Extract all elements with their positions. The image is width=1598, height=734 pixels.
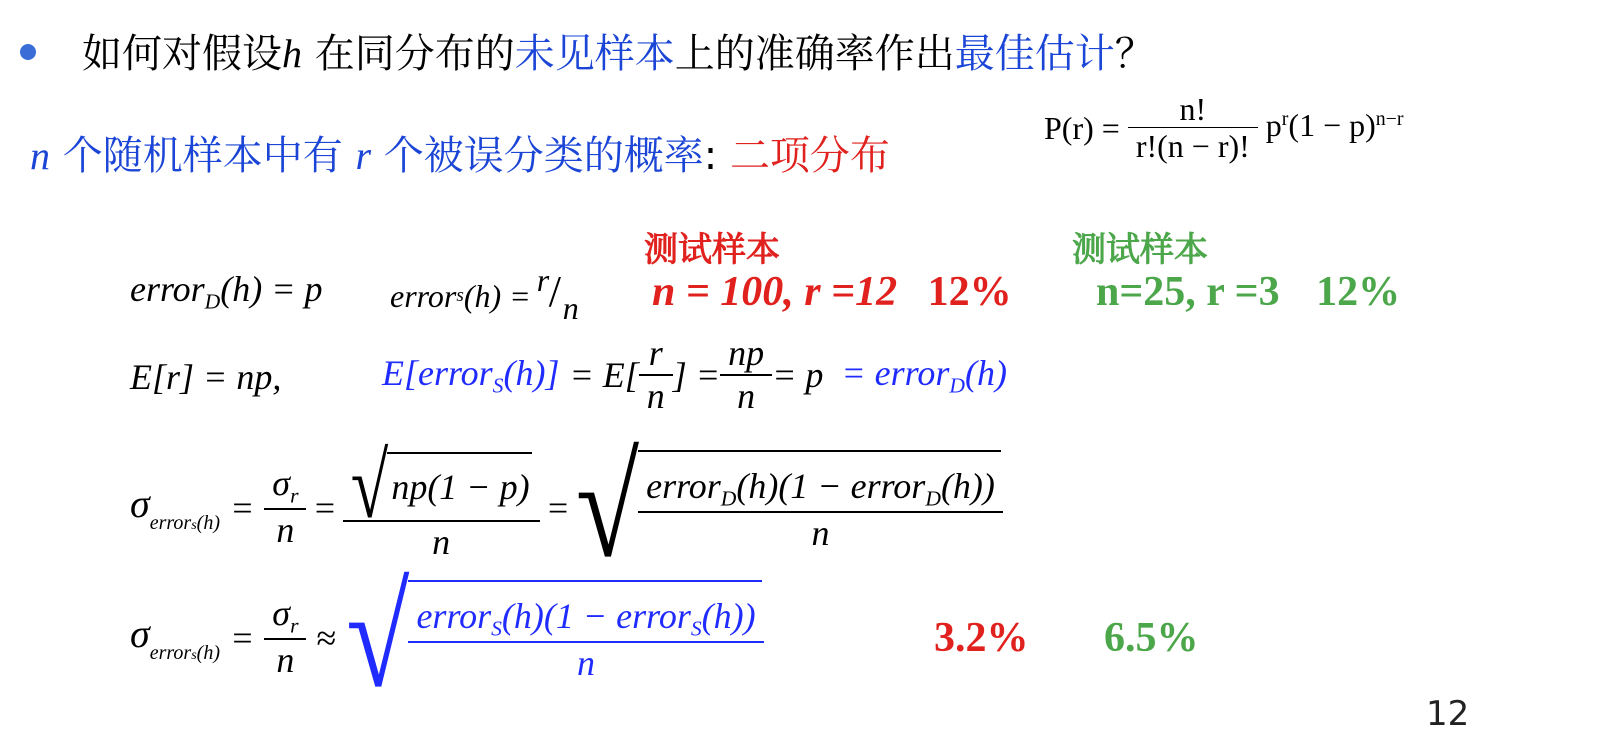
- question-mark: ？: [1114, 31, 1155, 77]
- fraction-numerator: [268, 464, 302, 508]
- fraction-numerator: [412, 597, 759, 641]
- question-text: 如何对假设: [82, 31, 282, 77]
- subscript: S: [491, 616, 502, 641]
- green-sample-values: [1096, 268, 1400, 316]
- fraction-r-over-n: [643, 334, 669, 417]
- sub-h: (h): [196, 512, 220, 535]
- formula-tail: [1266, 107, 1404, 144]
- error-s-equation: [390, 262, 585, 326]
- fraction-np-over-n: [724, 334, 768, 417]
- subscript: D: [204, 289, 221, 314]
- equals-e: = E[: [569, 355, 639, 396]
- radical-icon: √: [346, 556, 410, 717]
- subscript: D: [720, 486, 737, 511]
- highlight-unseen-samples: 未见样本: [514, 31, 675, 77]
- radicand: [638, 450, 1001, 565]
- sigma-symbol: [130, 480, 220, 535]
- equation-rest: (h): [964, 353, 1007, 394]
- sub-s: s: [191, 518, 197, 534]
- error-text: = error: [841, 353, 950, 394]
- sigma-symbol: [130, 610, 220, 665]
- equation-rest: (h) = p: [220, 269, 323, 309]
- subscript: r: [290, 483, 299, 508]
- exponent: r: [1281, 108, 1289, 131]
- red-sample-text: n = 100, r =12: [652, 269, 898, 315]
- fraction-numerator: [268, 594, 302, 638]
- binomial-text: 个被误分类的概率: [371, 133, 704, 179]
- equation-rest: (h)]: [503, 353, 560, 394]
- subscript: S: [690, 616, 702, 641]
- equals: =: [230, 617, 255, 658]
- subscript: D: [925, 486, 941, 511]
- r-symbol: r: [355, 133, 372, 178]
- n-symbol: n: [30, 133, 50, 178]
- error-text: error: [416, 595, 492, 636]
- question-text: 在同分布的: [302, 31, 515, 77]
- fraction-denominator: n: [720, 374, 772, 417]
- equation-rest: (h) =: [463, 277, 531, 314]
- binomial-label: 二项分布: [729, 133, 890, 179]
- error-text: error: [646, 465, 721, 506]
- green-sample-text: n=25, r =3: [1096, 269, 1280, 315]
- exponent: n−r: [1375, 108, 1404, 131]
- subscript: S: [492, 373, 504, 398]
- slash-fraction: [535, 262, 585, 326]
- equals-error-d: [841, 352, 1007, 399]
- page-number: 12: [1426, 694, 1470, 734]
- binomial-text: 个随机样本中有: [50, 133, 356, 179]
- sqrt: [350, 434, 532, 537]
- slide-question: [82, 22, 1155, 79]
- bullet-icon: [20, 44, 36, 60]
- red-sample-percent: 12%: [927, 269, 1012, 315]
- fraction-denominator: n: [264, 638, 306, 681]
- sub-s: s: [191, 648, 197, 664]
- equation-rest: (h)): [701, 595, 756, 636]
- fraction-denominator: n: [638, 511, 1003, 554]
- fraction-slash: /: [548, 267, 561, 316]
- sub-error: error: [149, 642, 192, 665]
- expectation-error-blue: [382, 352, 559, 399]
- formula-lhs: P(r) =: [1044, 109, 1120, 146]
- fraction-numerator: n!: [1179, 91, 1207, 127]
- sigma: σ: [130, 481, 150, 527]
- fraction-denominator: n: [264, 508, 306, 551]
- sub-error: error: [149, 512, 192, 535]
- test-sample-label-red: 测试样本: [644, 230, 780, 270]
- sqrt-big: [575, 426, 1001, 587]
- subscript: r: [290, 613, 299, 638]
- subscript: D: [949, 373, 965, 398]
- fraction-error-s: [412, 597, 759, 685]
- sub-h: (h): [196, 642, 220, 665]
- binomial-formula: [1044, 92, 1403, 165]
- formula-fraction: [1132, 92, 1254, 165]
- fraction-error-d: [642, 467, 999, 555]
- fraction-denominator: n: [562, 290, 579, 326]
- sigma: σ: [130, 611, 150, 657]
- colon: :: [703, 133, 718, 179]
- error-text: error: [390, 277, 457, 314]
- approx-sign: ≈: [316, 617, 337, 658]
- red-std-percent: 3.2%: [934, 615, 1029, 661]
- fraction-numerator: [347, 434, 536, 537]
- fraction-denominator: n: [408, 641, 763, 684]
- fraction-numerator: r: [648, 333, 663, 373]
- highlight-best-estimate: 最佳估计: [954, 31, 1115, 77]
- sigma: σ: [272, 592, 291, 633]
- red-sample-values: [652, 268, 1012, 316]
- fraction-sigma-r: [268, 464, 302, 552]
- hypothesis-symbol: h: [282, 31, 302, 76]
- fraction-denominator: n: [343, 520, 540, 563]
- binomial-line: [30, 124, 890, 181]
- fraction-numerator: r: [536, 262, 550, 298]
- sigma-subscript: [150, 642, 220, 664]
- radical-icon: √: [575, 426, 640, 587]
- subscript: s: [456, 285, 464, 306]
- radical-icon: √: [350, 434, 389, 537]
- sigma: σ: [272, 462, 291, 503]
- question-text: 上的准确率作出: [674, 31, 955, 77]
- equation-rest: (h)): [940, 465, 995, 506]
- error-text: E[error: [382, 353, 493, 394]
- equals: =: [230, 487, 255, 528]
- sigma-equation-approx: [130, 556, 762, 717]
- test-sample-label-green: 测试样本: [1072, 230, 1208, 270]
- radicand: np(1 − p): [387, 452, 531, 520]
- equation-rest: (h)(1 − error: [501, 595, 691, 636]
- equals: =: [312, 487, 337, 528]
- error-d-equation: [130, 268, 323, 315]
- green-std-percent: 6.5%: [1104, 615, 1199, 661]
- fraction-denominator: n: [639, 374, 673, 417]
- green-sample-percent: 12%: [1316, 269, 1401, 315]
- sigma-equation-true: [130, 426, 1001, 587]
- radicand: [408, 580, 761, 695]
- one-minus-p: (1 − p): [1288, 106, 1376, 143]
- fraction-sigma-r: [268, 594, 302, 682]
- equals: =: [545, 487, 570, 528]
- fraction-denominator: r!(n − r)!: [1128, 127, 1258, 165]
- expectation-r: E[r] = np,: [130, 357, 282, 397]
- error-text: error: [130, 269, 205, 309]
- fraction-sqrt-np: [347, 434, 536, 564]
- equation-close: ] =: [672, 355, 721, 396]
- sigma-subscript: [150, 512, 220, 534]
- fraction-numerator: [642, 467, 999, 511]
- equals-p: = p: [772, 355, 824, 396]
- equation-rest: (h)(1 − error: [736, 465, 926, 506]
- sqrt-big: [346, 556, 761, 717]
- p-symbol: p: [1265, 106, 1282, 143]
- expectation-error: [382, 334, 1007, 417]
- fraction-numerator: np: [728, 333, 765, 373]
